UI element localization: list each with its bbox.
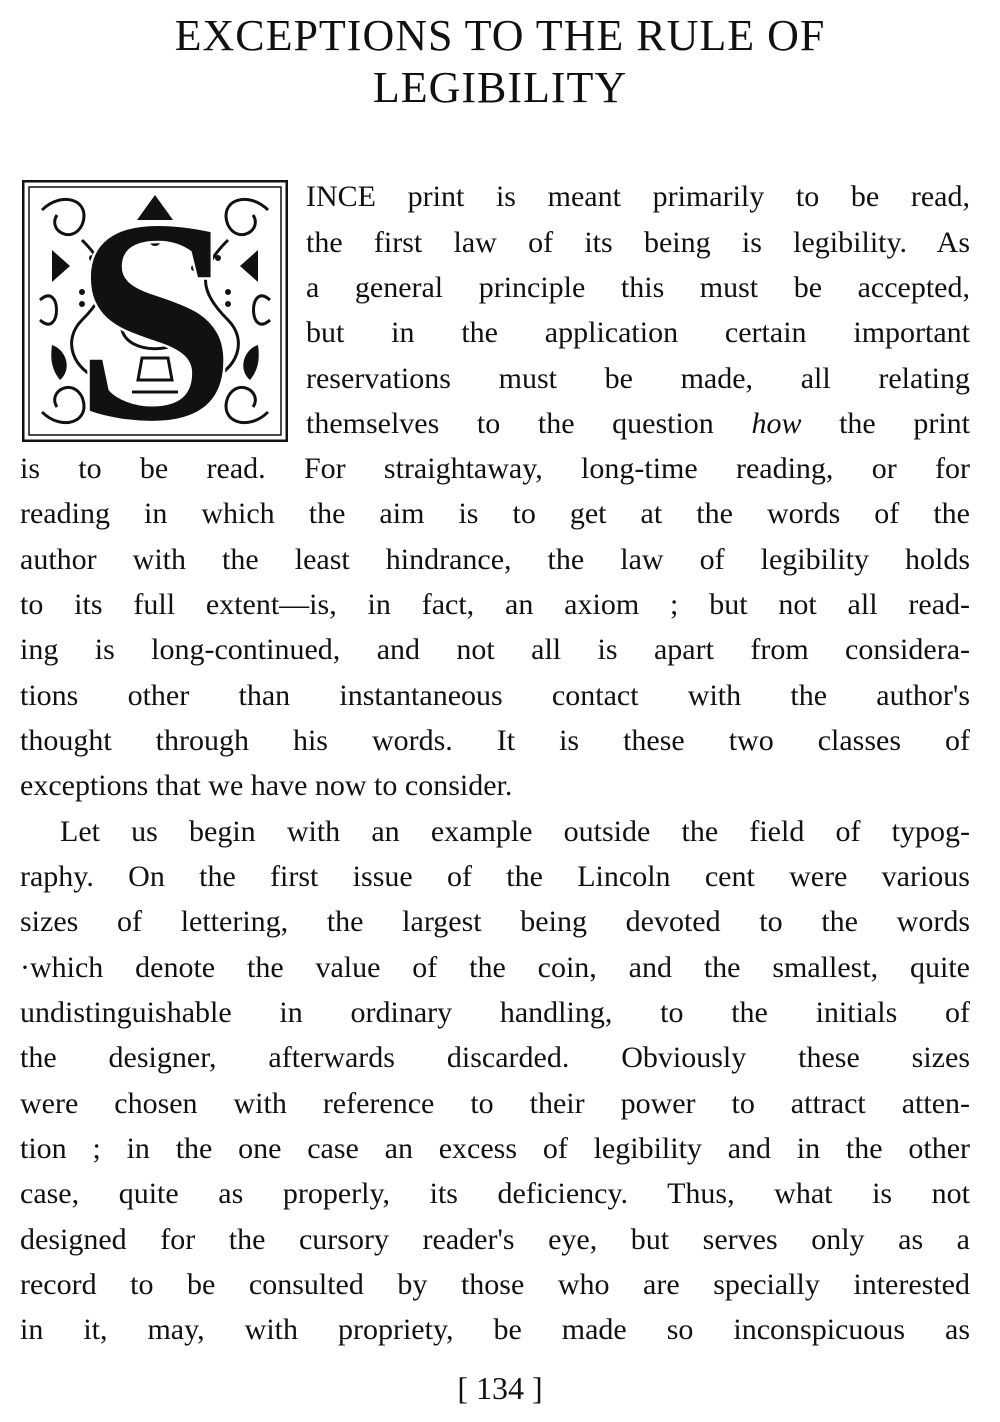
text-line-with-emphasis	[306, 407, 970, 443]
text-line: ing is long-continued, and not all is apart from considera-	[20, 633, 970, 666]
text-line: but in the application certain important	[306, 316, 970, 349]
text-line: ·which denote the value of the coin, and the smallest, quite	[20, 951, 970, 984]
ornamental-drop-cap-s	[22, 180, 288, 442]
text-line: the first law of its being is legibility. As	[306, 226, 970, 259]
drop-cap-s-icon	[22, 180, 288, 442]
text-line: the designer, afterwards discarded. Obviously these sizes	[20, 1041, 970, 1074]
text-line: were chosen with reference to their power to attract atten-	[20, 1087, 970, 1120]
chapter-title-line-1: EXCEPTIONS TO THE RULE OF	[174, 11, 826, 60]
text-line: reading in which the aim is to get at the words of the	[20, 497, 970, 530]
text-line: record to be consulted by those who are specially interested	[20, 1268, 970, 1301]
text-line: a general principle this must be accepted,	[306, 271, 970, 304]
text-line: exceptions that we have now to consider.	[20, 769, 513, 802]
text-line: tions other than instantaneous contact with the author's	[20, 679, 970, 712]
page-number: [ 134 ]	[457, 1370, 543, 1406]
text-line: thought through his words. It is these two classes of	[20, 724, 970, 757]
emphasized-word: how	[751, 407, 802, 440]
text-segment: themselves to the question	[306, 407, 752, 440]
text-segment: the print	[801, 407, 971, 440]
text-line: undistinguishable in ordinary handling, to the initials of	[20, 996, 970, 1029]
text-line: to its full extent—is, in fact, an axiom ; but not all read-	[20, 588, 970, 621]
text-line: author with the least hindrance, the law of legibility holds	[20, 543, 970, 576]
text-line: raphy. On the first issue of the Lincoln cent were various	[20, 860, 970, 893]
chapter-title	[0, 10, 1000, 114]
text-line: case, quite as properly, its deficiency. Thus, what is not	[20, 1177, 970, 1210]
text-line: INCE print is meant primarily to be read,	[306, 180, 970, 213]
text-line: sizes of lettering, the largest being devoted to the words	[20, 905, 970, 938]
text-line: Let us begin with an example outside the field of typog-	[60, 815, 970, 848]
text-line: tion ; in the one case an excess of legibility and in the other	[20, 1132, 970, 1165]
text-line: reservations must be made, all relating	[306, 362, 970, 395]
text-line: designed for the cursory reader's eye, but serves only as a	[20, 1223, 970, 1256]
text-line: is to be read. For straightaway, long-time reading, or for	[20, 452, 970, 485]
drop-cap-letter: S	[74, 180, 236, 442]
chapter-title-line-2: LEGIBILITY	[372, 63, 628, 112]
text-line: in it, may, with propriety, be made so inconspicuous as	[20, 1313, 970, 1346]
